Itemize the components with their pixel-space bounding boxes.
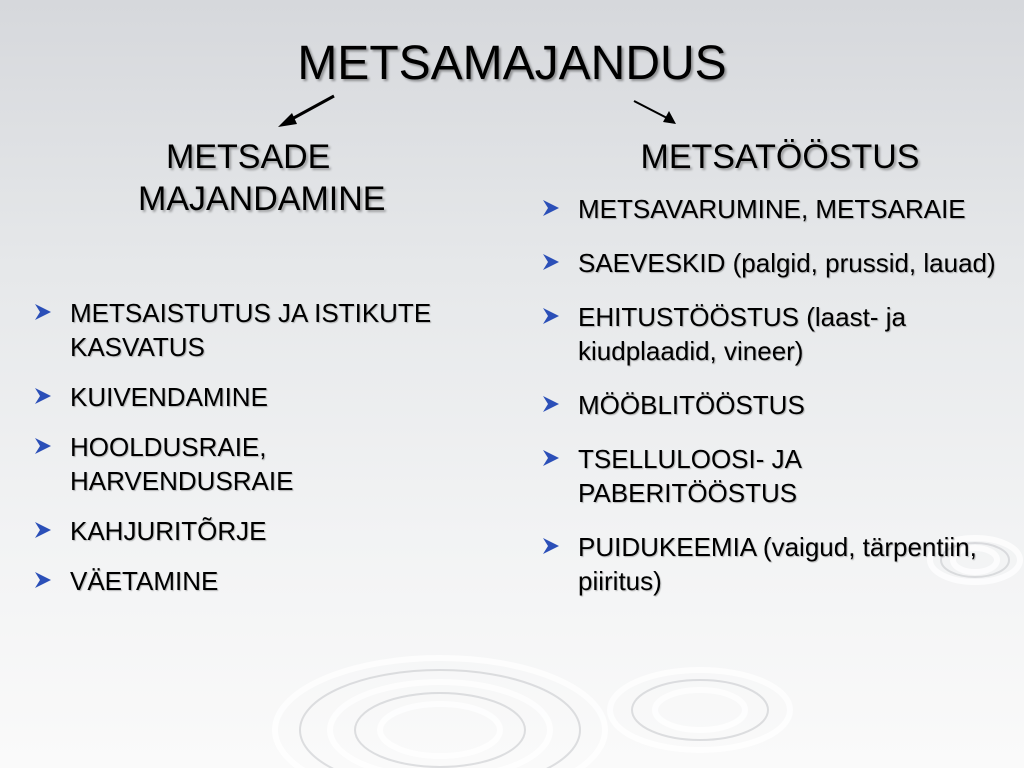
arrow-bullet-icon [32, 385, 54, 407]
arrow-bullet-icon [540, 251, 562, 273]
list-item [32, 514, 452, 548]
list-item [540, 388, 1020, 422]
list-item [32, 296, 452, 364]
arrow-bullet-icon [540, 447, 562, 469]
list-item-text: EHITUSTÖÖSTUS (laast- ja kiudplaadid, vineer) [578, 302, 906, 366]
arrow-bullet-icon [540, 535, 562, 557]
left-bullet-list [32, 296, 452, 614]
arrow-down-left-icon [278, 96, 334, 127]
slide-title: METSAMAJANDUS [297, 37, 727, 90]
list-item [540, 246, 1020, 280]
arrow-bullet-icon [32, 519, 54, 541]
list-item-text: METSAVARUMINE, METSARAIE [578, 194, 966, 224]
list-item-text: VÄETAMINE [70, 566, 219, 596]
list-item-text: MÖÖBLITÖÖSTUS [578, 390, 805, 420]
left-heading-line1: METSADE [166, 138, 331, 176]
arrow-bullet-icon [540, 197, 562, 219]
arrow-bullet-icon [32, 301, 54, 323]
list-item [540, 530, 1020, 598]
arrow-bullet-icon [540, 393, 562, 415]
left-heading [120, 136, 450, 220]
list-item-text: PUIDUKEEMIA (vaigud, tärpentiin, piiritus) [578, 532, 977, 596]
list-item-text: METSAISTUTUS JA ISTIKUTE KASVATUS [70, 298, 432, 362]
arrow-down-right-icon [634, 101, 676, 124]
arrow-bullet-icon [540, 305, 562, 327]
list-item [32, 430, 452, 498]
list-item [540, 192, 1020, 226]
right-heading: METSATÖÖSTUS [640, 138, 920, 176]
list-item [32, 564, 452, 598]
list-item [540, 442, 1020, 510]
arrow-bullet-icon [32, 435, 54, 457]
list-item-text: KUIVENDAMINE [70, 382, 268, 412]
list-item-text: KAHJURITÕRJE [70, 516, 267, 546]
list-item-text: TSELLULOOSI- JA PABERITÖÖSTUS [578, 444, 801, 508]
arrow-bullet-icon [32, 569, 54, 591]
left-heading-line2: MAJANDAMINE [138, 180, 386, 218]
right-bullet-list [540, 192, 1020, 618]
list-item [540, 300, 1020, 368]
list-item [32, 380, 452, 414]
list-item-text: HOOLDUSRAIE, HARVENDUSRAIE [70, 432, 294, 496]
list-item-text: SAEVESKID (palgid, prussid, lauad) [578, 248, 996, 278]
